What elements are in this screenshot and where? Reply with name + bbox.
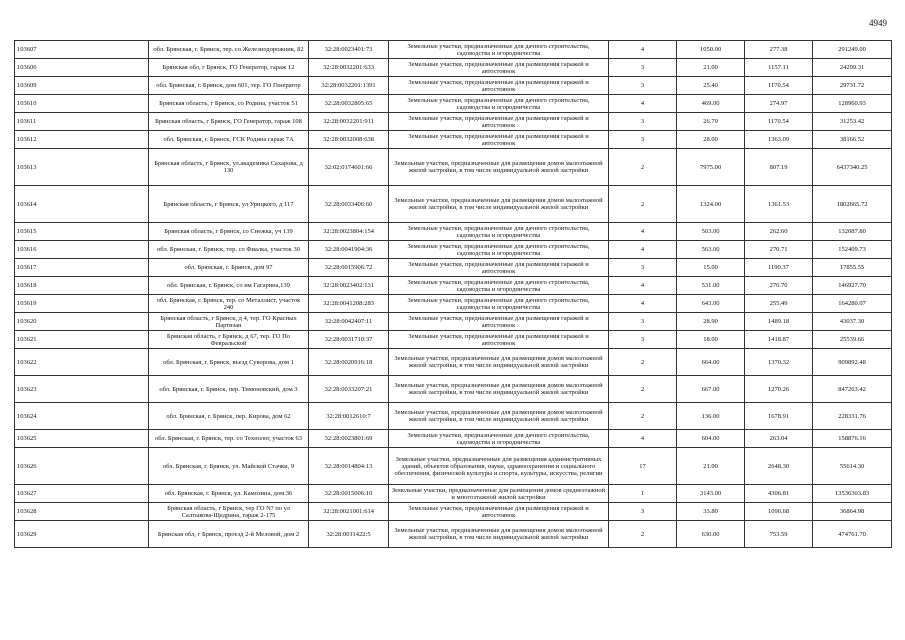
row-id-cell: 103619 bbox=[15, 295, 149, 313]
table-row bbox=[15, 313, 892, 331]
group-cell: 4 bbox=[609, 95, 677, 113]
cadastral-value-cell: 228331.76 bbox=[813, 403, 892, 430]
table-row bbox=[15, 95, 892, 113]
cadastral-number-cell: 32:28:0032008:638 bbox=[309, 131, 389, 149]
table-row bbox=[15, 131, 892, 149]
group-cell: 3 bbox=[609, 503, 677, 521]
area-cell: 21.00 bbox=[677, 448, 745, 485]
cadastral-number-cell: 32:28:0032201:1391 bbox=[309, 77, 389, 95]
cadastral-value-cell: 43037.30 bbox=[813, 313, 892, 331]
specific-value-cell: 274.97 bbox=[745, 95, 813, 113]
land-use-cell: Земельные участки, предназначенные для размещения домов малоэтажной жилой застройки, в том числе индивидуальной жилой застройки bbox=[389, 403, 609, 430]
address-cell: обл. Брянская, г. Брянск, пер. Кирова, дом 62 bbox=[149, 403, 309, 430]
cadastral-number-cell: 32:28:0021001:614 bbox=[309, 503, 389, 521]
group-cell: 4 bbox=[609, 277, 677, 295]
row-id-cell: 103610 bbox=[15, 95, 149, 113]
group-cell: 2 bbox=[609, 376, 677, 403]
land-use-cell: Земельные участки, предназначенные для размещения домов малоэтажной жилой застройки, в том числе индивидуальной жилой застройки bbox=[389, 149, 609, 186]
area-cell: 469.00 bbox=[677, 95, 745, 113]
cadastral-number-cell: 32:28:0033406:60 bbox=[309, 186, 389, 223]
land-use-cell: Земельные участки, предназначенные для размещения домов среднеэтажной и многоэтажной жилой застройки bbox=[389, 485, 609, 503]
specific-value-cell: 1270.26 bbox=[745, 376, 813, 403]
table-row bbox=[15, 149, 892, 186]
row-id-cell: 103617 bbox=[15, 259, 149, 277]
group-cell: 2 bbox=[609, 349, 677, 376]
area-cell: 18.00 bbox=[677, 331, 745, 349]
land-use-cell: Земельные участки, предназначенные для размещения гаражей и автостоянок bbox=[389, 131, 609, 149]
land-use-cell: Земельные участки, предназначенные для размещения гаражей и автостоянок bbox=[389, 259, 609, 277]
specific-value-cell: 1363.09 bbox=[745, 131, 813, 149]
cadastral-value-cell: 38166.52 bbox=[813, 131, 892, 149]
group-cell: 4 bbox=[609, 430, 677, 448]
land-use-cell: Земельные участки, предназначенные для размещения домов малоэтажной жилой застройки, в том числе индивидуальной жилой застройки bbox=[389, 521, 609, 548]
table-row bbox=[15, 349, 892, 376]
cadastral-value-cell: 25539.66 bbox=[813, 331, 892, 349]
area-cell: 667.00 bbox=[677, 376, 745, 403]
specific-value-cell: 1157.11 bbox=[745, 59, 813, 77]
group-cell: 3 bbox=[609, 331, 677, 349]
specific-value-cell: 276.70 bbox=[745, 277, 813, 295]
area-cell: 15.00 bbox=[677, 259, 745, 277]
table-row bbox=[15, 376, 892, 403]
table-body bbox=[15, 41, 892, 548]
cadastral-number-cell: 32:28:0023801:69 bbox=[309, 430, 389, 448]
cadastral-number-cell: 32:28:0015906:72 bbox=[309, 259, 389, 277]
cadastral-value-cell: 474761.70 bbox=[813, 521, 892, 548]
cadastral-number-cell: 32:28:0031710:37 bbox=[309, 331, 389, 349]
land-use-cell: Земельные участки, предназначенные для размещения гаражей и автостоянок bbox=[389, 503, 609, 521]
address-cell: обл. Брянская, г. Брянск, тер. со Металлист, участок 240 bbox=[149, 295, 309, 313]
specific-value-cell: 1361.53 bbox=[745, 186, 813, 223]
address-cell: Брянская область, г Брянск, ул Урицкого, д 117 bbox=[149, 186, 309, 223]
land-use-cell: Земельные участки, предназначенные для размещения гаражей и автостоянок bbox=[389, 313, 609, 331]
area-cell: 33.80 bbox=[677, 503, 745, 521]
group-cell: 4 bbox=[609, 41, 677, 59]
address-cell: обл. Брянская, г. Брянск, тер. со Железнодорожник, 82 bbox=[149, 41, 309, 59]
table-row bbox=[15, 223, 892, 241]
row-id-cell: 103615 bbox=[15, 223, 149, 241]
table-row bbox=[15, 521, 892, 548]
address-cell: Брянская обл, г Брянск, ГО Генератор, гараж 12 bbox=[149, 59, 309, 77]
cadastral-number-cell: 32:28:0041208:283 bbox=[309, 295, 389, 313]
table-row bbox=[15, 113, 892, 131]
page-number: 4949 bbox=[869, 18, 887, 28]
land-use-cell: Земельные участки, предназначенные для дачного строительства, садоводства и огородничества bbox=[389, 295, 609, 313]
address-cell: обл. Брянская, г. Брянск, дом 601, тер. ГО Генератор bbox=[149, 77, 309, 95]
area-cell: 28.90 bbox=[677, 313, 745, 331]
row-id-cell: 103622 bbox=[15, 349, 149, 376]
address-cell: Брянская область, г Брянск, ГО Генератор, гараж 108 bbox=[149, 113, 309, 131]
land-use-cell: Земельные участки, предназначенные для размещения гаражей и автостоянок bbox=[389, 113, 609, 131]
area-cell: 25.40 bbox=[677, 77, 745, 95]
cadastral-number-cell: 32:28:0041904:36 bbox=[309, 241, 389, 259]
table-row bbox=[15, 295, 892, 313]
land-use-cell: Земельные участки, предназначенные для размещения гаражей и автостоянок bbox=[389, 77, 609, 95]
address-cell: обл. Брянская, г. Брянск, ул. Камозина, дом 36 bbox=[149, 485, 309, 503]
land-use-cell: Земельные участки, предназначенные для дачного строительства, садоводства и огородничества bbox=[389, 277, 609, 295]
cadastral-value-cell: 909892.48 bbox=[813, 349, 892, 376]
row-id-cell: 103613 bbox=[15, 149, 149, 186]
group-cell: 3 bbox=[609, 77, 677, 95]
cadastral-value-cell: 132087.80 bbox=[813, 223, 892, 241]
cadastral-value-table bbox=[14, 40, 892, 548]
group-cell: 4 bbox=[609, 295, 677, 313]
group-cell: 3 bbox=[609, 113, 677, 131]
cadastral-value-cell: 55614.30 bbox=[813, 448, 892, 485]
row-id-cell: 103625 bbox=[15, 430, 149, 448]
group-cell: 1 bbox=[609, 485, 677, 503]
specific-value-cell: 807.19 bbox=[745, 149, 813, 186]
table-row bbox=[15, 430, 892, 448]
address-cell: обл. Брянская, г. Брянск, тер. со Фиалка, участок 30 bbox=[149, 241, 309, 259]
address-cell: обл. Брянская, г. Брянск, въезд Суворова, дом 1 bbox=[149, 349, 309, 376]
specific-value-cell: 262.60 bbox=[745, 223, 813, 241]
address-cell: Брянская область, г Брянск, со Снежка, уч 139 bbox=[149, 223, 309, 241]
land-use-cell: Земельные участки, предназначенные для размещения домов малоэтажной жилой застройки, в том числе индивидуальной жилой застройки bbox=[389, 376, 609, 403]
address-cell: Брянская область, г Брянск, д 67, тер. ГО По Февральской bbox=[149, 331, 309, 349]
area-cell: 531.00 bbox=[677, 277, 745, 295]
address-cell: Брянская область, г Брянск, тер ГО N? по ул Салтыкова-Щедрина, гараж 2-175 bbox=[149, 503, 309, 521]
group-cell: 3 bbox=[609, 313, 677, 331]
cadastral-number-cell: 32:28:0012610:7 bbox=[309, 403, 389, 430]
cadastral-number-cell: 32:28:0014804:13 bbox=[309, 448, 389, 485]
address-cell: обл. Брянская, г. Брянск, тер. со Технолог, участок 63 bbox=[149, 430, 309, 448]
specific-value-cell: 1418.87 bbox=[745, 331, 813, 349]
cadastral-value-cell: 13536303.83 bbox=[813, 485, 892, 503]
cadastral-number-cell: 32:28:0033207:21 bbox=[309, 376, 389, 403]
table-row bbox=[15, 241, 892, 259]
group-cell: 3 bbox=[609, 259, 677, 277]
cadastral-number-cell: 32:28:0023401:73 bbox=[309, 41, 389, 59]
area-cell: 664.00 bbox=[677, 349, 745, 376]
cadastral-value-cell: 24299.31 bbox=[813, 59, 892, 77]
specific-value-cell: 1489.18 bbox=[745, 313, 813, 331]
cadastral-value-cell: 31253.42 bbox=[813, 113, 892, 131]
row-id-cell: 103612 bbox=[15, 131, 149, 149]
area-cell: 563.00 bbox=[677, 241, 745, 259]
cadastral-value-cell: 6437340.25 bbox=[813, 149, 892, 186]
area-cell: 26.70 bbox=[677, 113, 745, 131]
address-cell: обл. Брянская, г. Брянск, пер. Тимоновский, дом 3 bbox=[149, 376, 309, 403]
cadastral-number-cell: 32:28:0042407:11 bbox=[309, 313, 389, 331]
group-cell: 2 bbox=[609, 149, 677, 186]
table-row bbox=[15, 41, 892, 59]
row-id-cell: 103618 bbox=[15, 277, 149, 295]
specific-value-cell: 1678.91 bbox=[745, 403, 813, 430]
table-row bbox=[15, 331, 892, 349]
address-cell: Брянская область, г Брянск, д 4, тер. ГО Красных Партизан bbox=[149, 313, 309, 331]
group-cell: 3 bbox=[609, 131, 677, 149]
row-id-cell: 103624 bbox=[15, 403, 149, 430]
area-cell: 7975.00 bbox=[677, 149, 745, 186]
area-cell: 604.00 bbox=[677, 430, 745, 448]
cadastral-value-cell: 152409.73 bbox=[813, 241, 892, 259]
row-id-cell: 103607 bbox=[15, 41, 149, 59]
cadastral-number-cell: 32:28:0023804:154 bbox=[309, 223, 389, 241]
group-cell: 17 bbox=[609, 448, 677, 485]
cadastral-value-cell: 291249.00 bbox=[813, 41, 892, 59]
address-cell: Брянская обл, г Брянск, проезд 2-й Меловой, дом 2 bbox=[149, 521, 309, 548]
cadastral-value-cell: 164280.07 bbox=[813, 295, 892, 313]
specific-value-cell: 4306.81 bbox=[745, 485, 813, 503]
land-use-cell: Земельные участки, предназначенные для размещения гаражей и автостоянок bbox=[389, 331, 609, 349]
row-id-cell: 103621 bbox=[15, 331, 149, 349]
table-row bbox=[15, 403, 892, 430]
table-row bbox=[15, 259, 892, 277]
address-cell: Брянская область, г Брянск, ул.академика Сахарова, д 130 bbox=[149, 149, 309, 186]
land-use-cell: Земельные участки, предназначенные для размещения домов малоэтажной жилой застройки, в том числе индивидуальной жилой застройки bbox=[389, 349, 609, 376]
cadastral-number-cell: 32:28:0020916:18 bbox=[309, 349, 389, 376]
area-cell: 643.00 bbox=[677, 295, 745, 313]
cadastral-value-cell: 146927.70 bbox=[813, 277, 892, 295]
cadastral-number-cell: 32:28:0032201:633 bbox=[309, 59, 389, 77]
row-id-cell: 103629 bbox=[15, 521, 149, 548]
address-cell: обл. Брянская, г. Брянск, дом 97 bbox=[149, 259, 309, 277]
land-use-cell: Земельные участки, предназначенные для дачного строительства, садоводства и огородничества bbox=[389, 223, 609, 241]
address-cell: обл. Брянская, г. Брянск, ГСК Родина гараж 7А bbox=[149, 131, 309, 149]
row-id-cell: 103626 bbox=[15, 448, 149, 485]
row-id-cell: 103609 bbox=[15, 77, 149, 95]
row-id-cell: 103606 bbox=[15, 59, 149, 77]
area-cell: 1050.00 bbox=[677, 41, 745, 59]
address-cell: обл. Брянская, г. Брянск, со им Гагарина,139 bbox=[149, 277, 309, 295]
specific-value-cell: 263.04 bbox=[745, 430, 813, 448]
table-row bbox=[15, 485, 892, 503]
cadastral-number-cell: 32:28:0023402:131 bbox=[309, 277, 389, 295]
cadastral-number-cell: 32:02:0174601:66 bbox=[309, 149, 389, 186]
specific-value-cell: 1190.37 bbox=[745, 259, 813, 277]
table-row bbox=[15, 503, 892, 521]
specific-value-cell: 1170.54 bbox=[745, 77, 813, 95]
table-row bbox=[15, 77, 892, 95]
land-use-cell: Земельные участки, предназначенные для размещения административных зданий, объектов образования, науки, здравоохранения и социального обеспечения, физической культуры и спорта, культуры, искусства, религии bbox=[389, 448, 609, 485]
cadastral-value-cell: 128960.93 bbox=[813, 95, 892, 113]
area-cell: 3143.00 bbox=[677, 485, 745, 503]
specific-value-cell: 270.71 bbox=[745, 241, 813, 259]
cadastral-value-cell: 17855.55 bbox=[813, 259, 892, 277]
specific-value-cell: 753.59 bbox=[745, 521, 813, 548]
table-row bbox=[15, 59, 892, 77]
table-row bbox=[15, 186, 892, 223]
group-cell: 2 bbox=[609, 186, 677, 223]
cadastral-value-cell: 158876.16 bbox=[813, 430, 892, 448]
specific-value-cell: 1090.68 bbox=[745, 503, 813, 521]
area-cell: 28.00 bbox=[677, 131, 745, 149]
land-use-cell: Земельные участки, предназначенные для дачного строительства, садоводства и огородничества bbox=[389, 241, 609, 259]
group-cell: 2 bbox=[609, 521, 677, 548]
cadastral-value-cell: 36864.98 bbox=[813, 503, 892, 521]
row-id-cell: 103627 bbox=[15, 485, 149, 503]
specific-value-cell: 1370.32 bbox=[745, 349, 813, 376]
land-use-cell: Земельные участки, предназначенные для дачного строительства, садоводства и огородничества bbox=[389, 430, 609, 448]
row-id-cell: 103616 bbox=[15, 241, 149, 259]
row-id-cell: 103623 bbox=[15, 376, 149, 403]
specific-value-cell: 255.49 bbox=[745, 295, 813, 313]
group-cell: 4 bbox=[609, 223, 677, 241]
cadastral-number-cell: 32:28:0015006:10 bbox=[309, 485, 389, 503]
cadastral-number-cell: 32:28:0032805:65 bbox=[309, 95, 389, 113]
area-cell: 136.00 bbox=[677, 403, 745, 430]
area-cell: 21.00 bbox=[677, 59, 745, 77]
land-use-cell: Земельные участки, предназначенные для размещения гаражей и автостоянок bbox=[389, 59, 609, 77]
area-cell: 630.00 bbox=[677, 521, 745, 548]
row-id-cell: 103628 bbox=[15, 503, 149, 521]
specific-value-cell: 2648.30 bbox=[745, 448, 813, 485]
cadastral-value-cell: 29731.72 bbox=[813, 77, 892, 95]
area-cell: 503.00 bbox=[677, 223, 745, 241]
specific-value-cell: 1170.54 bbox=[745, 113, 813, 131]
area-cell: 1324.00 bbox=[677, 186, 745, 223]
table-row bbox=[15, 277, 892, 295]
specific-value-cell: 277.38 bbox=[745, 41, 813, 59]
group-cell: 3 bbox=[609, 59, 677, 77]
land-use-cell: Земельные участки, предназначенные для дачного строительства, садоводства и огородничества bbox=[389, 41, 609, 59]
table-row bbox=[15, 448, 892, 485]
group-cell: 2 bbox=[609, 403, 677, 430]
land-use-cell: Земельные участки, предназначенные для размещения домов малоэтажной жилой застройки, в том числе индивидуальной жилой застройки bbox=[389, 186, 609, 223]
address-cell: обл. Брянская, г. Брянск, ул. Майской Стачки, 9 bbox=[149, 448, 309, 485]
row-id-cell: 103620 bbox=[15, 313, 149, 331]
land-use-cell: Земельные участки, предназначенные для дачного строительства, садоводства и огородничества bbox=[389, 95, 609, 113]
row-id-cell: 103614 bbox=[15, 186, 149, 223]
cadastral-number-cell: 32:28:0011422:5 bbox=[309, 521, 389, 548]
cadastral-value-cell: 847263.42 bbox=[813, 376, 892, 403]
group-cell: 4 bbox=[609, 241, 677, 259]
row-id-cell: 103611 bbox=[15, 113, 149, 131]
address-cell: Брянская область, г Брянск, со Родина, участок 51 bbox=[149, 95, 309, 113]
cadastral-value-cell: 1802665.72 bbox=[813, 186, 892, 223]
cadastral-number-cell: 32:28:0032201:911 bbox=[309, 113, 389, 131]
